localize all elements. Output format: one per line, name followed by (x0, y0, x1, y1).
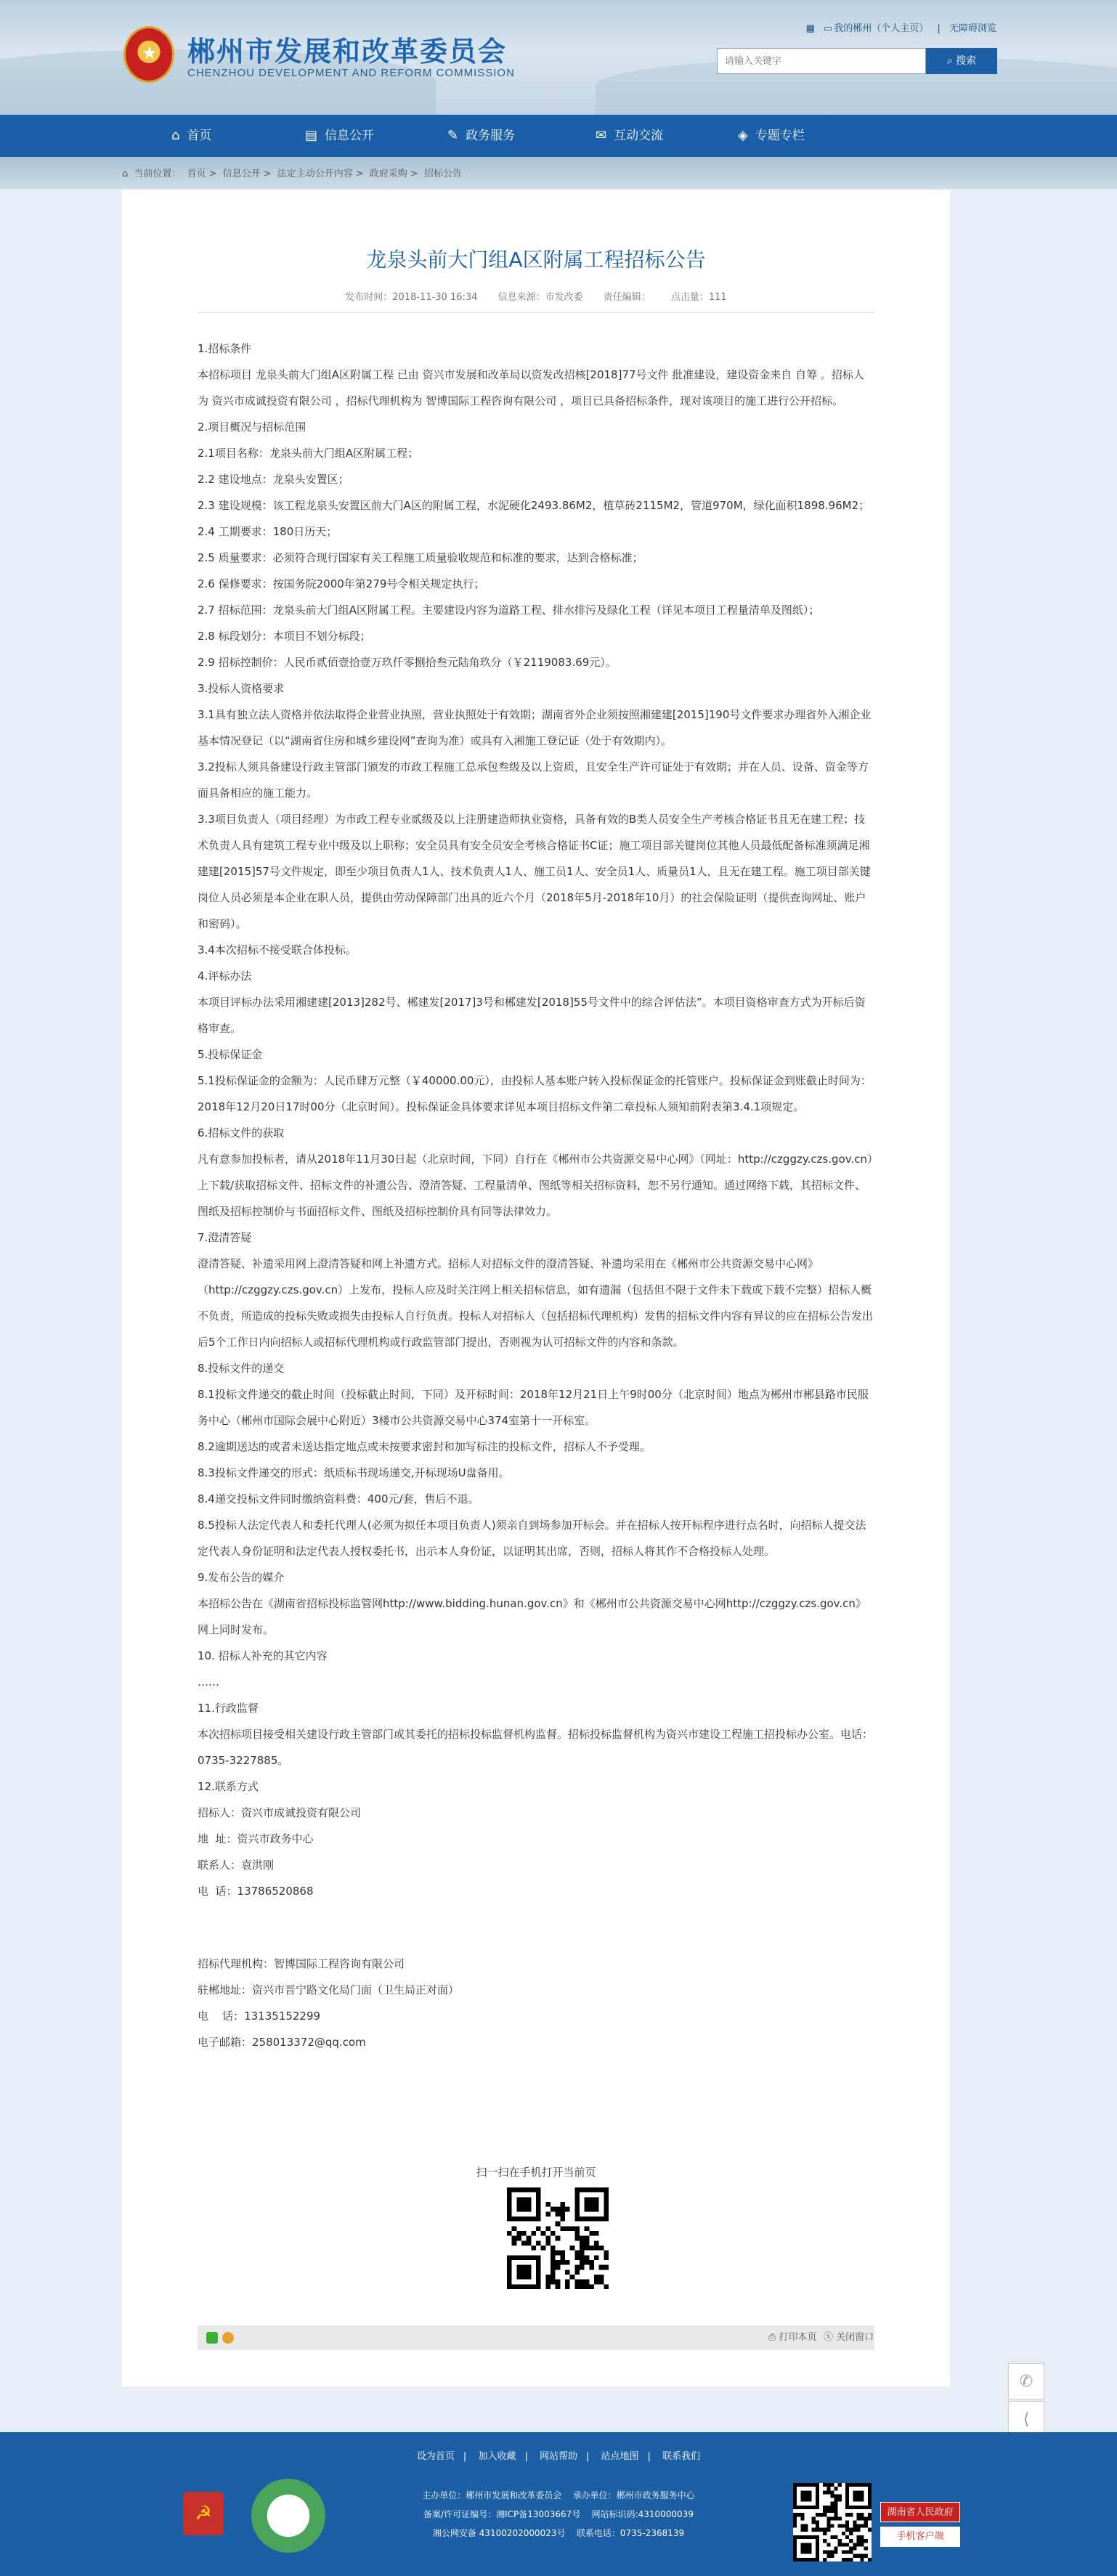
article-paragraph: 6.招标文件的获取 (198, 1126, 285, 1139)
search-input[interactable] (717, 48, 926, 74)
agent-info (198, 1951, 874, 2055)
article-paragraph: 8.5投标人法定代表人和委托代理人(必须为拟任本项目负责人)须亲自到场参加开标会。并在招标人按开标程序进行点名时，向招标人提交法定代表人身份证明和法定代表人授权委托书，出示本人身份证，以证明其出席，否则，招标人将其作不合格投标人处理。 (198, 1519, 866, 1558)
footer-link-favorite[interactable]: 加入收藏 (478, 2451, 516, 2462)
main-nav (0, 115, 1117, 157)
layers-icon: ◈ (738, 128, 748, 143)
publish-time: 发布时间：2018-11-30 16:34 (345, 292, 478, 303)
breadcrumb: ⌂ 当前位置： 首页 > 信息公开 > 法定主动公开内容 > 政府采购 > 招标公告 (122, 168, 462, 179)
article-paragraph: 8.4递交投标文件同时缴纳资料费：400元/套，售后不退。 (198, 1492, 479, 1506)
click-count: 点击量：111 (670, 292, 727, 303)
top-link-accessibility[interactable]: 无障碍浏览 (949, 23, 996, 34)
agent-line: 驻郴地址：资兴市晋宁路文化局门面（卫生局正对面） (198, 1983, 460, 1996)
share-bar (198, 2325, 874, 2350)
mobile-client-link[interactable]: 手机客户端 (880, 2527, 960, 2547)
article-paragraph: 电 话：13786520868 (198, 1885, 314, 1898)
grid-icon[interactable]: ▦ (805, 23, 815, 34)
wechat-icon[interactable] (206, 2332, 218, 2344)
article-paragraph: 招标人：资兴市成诚投资有限公司 (198, 1806, 362, 1819)
monitor-icon: ▭ (824, 23, 833, 34)
article-paragraph: 联系人：袁洪刚 (198, 1858, 275, 1872)
nav-item-services[interactable]: ✎ 政务服务 (447, 128, 516, 143)
document-icon: ▤ (305, 128, 318, 143)
article-paragraph: …… (198, 1675, 219, 1689)
article-paragraph: 本招标公告在《湖南省招标投标监管网http://www.bidding.hunan.gov.cn》和《郴州市公共资源交易中心网http://czggzy.czs.gov.cn》网上同时发布。 (198, 1597, 866, 1636)
article-paragraph: 11.行政监督 (198, 1702, 259, 1715)
qr-code (507, 2187, 609, 2289)
party-badge-icon[interactable]: ☭ (183, 2492, 224, 2535)
footer-link-sitemap[interactable]: 站点地图 (601, 2451, 639, 2462)
article-paragraph: 本招标项目 龙泉头前大门组A区附属工程 已由 资兴市发展和改革局以资发改招核[2018]77号文件 批准建设，建设资金来自 自筹 。招标人为 资兴市成诚投资有限公司 ，招标代理机构为 智博国际工程咨询有限公司 ，项目已具备招标条件，现对该项目的施工进行公开招标。 (198, 368, 864, 407)
article-paragraph: 3.4本次招标不接受联合体投标。 (198, 943, 357, 956)
article-paragraph: 2.8 标段划分：本项目不划分标段； (198, 630, 371, 643)
article-paragraph: 10. 招标人补充的其它内容 (198, 1649, 328, 1662)
search-icon: ⌕ (946, 55, 956, 67)
article-paragraph: 2.1项目名称：龙泉头前大门组A区附属工程； (198, 447, 419, 460)
home-icon: ⌂ (171, 128, 180, 143)
footer-link-contact[interactable]: 联系我们 (662, 2451, 701, 2462)
agent-line: 电 话：13135152299 (198, 2010, 321, 2023)
article-paragraph: 2.项目概况与招标范围 (198, 420, 306, 434)
qr-caption: 扫一扫在手机打开当前页 (476, 2166, 596, 2179)
nav-item-topics[interactable]: ◈ 专题专栏 (738, 128, 805, 143)
nav-item-interaction[interactable]: ✉ 互动交流 (596, 128, 664, 143)
article-paragraph: 2.2 建设地点：龙泉头安置区； (198, 473, 349, 486)
top-link-personal[interactable]: 我的郴州（个人主页） (834, 23, 929, 34)
footer-qr-code (793, 2483, 872, 2561)
footer-link-help[interactable]: 网站帮助 (539, 2451, 577, 2462)
article-paragraph: 1.招标条件 (198, 342, 252, 355)
edit-icon: ✎ (447, 128, 459, 143)
wechat-float-icon[interactable]: ✆ (1008, 2363, 1044, 2400)
site-header (0, 0, 1117, 115)
divider (198, 312, 874, 313)
article-paragraph: 2.5 质量要求：必须符合现行国家有关工程施工质量验收规范和标准的要求，达到合格标准； (198, 551, 643, 564)
search-box (717, 48, 997, 74)
print-button[interactable]: ⎙ 打印本页 (768, 2332, 817, 2343)
footer-sponsor: 主办单位：郴州市发展和改革委员会 承办单位：郴州市政务服务中心 (422, 2490, 695, 2500)
article-paragraph: 本次招标项目接受相关建设行政主管部门或其委托的招标投标监督机构监督。招标投标监督机构为资兴市建设工程施工招投标办公室。电话：0735-3227885。 (198, 1728, 874, 1767)
article-title: 龙泉头前大门组A区附属工程招标公告 (366, 248, 706, 272)
footer-link-homepage[interactable]: 设为首页 (416, 2451, 455, 2462)
article-paragraph: 8.2逾期送达的或者未送达指定地点或未按要求密封和加写标注的投标文件，招标人不予受理。 (198, 1440, 651, 1453)
article-paragraph: 2.3 建设规模：该工程龙泉头安置区前大门A区的附属工程，水泥硬化2493.86M2，植草砖2115M2，管道970M，绿化面积1898.96M2； (198, 499, 870, 512)
article-paragraph: 4.评标办法 (198, 970, 252, 983)
nav-item-info[interactable]: ▤ 信息公开 (305, 128, 375, 143)
close-button[interactable]: ⓧ 关闭窗口 (824, 2332, 874, 2343)
article-paragraph: 3.投标人资格要求 (198, 682, 285, 695)
breadcrumb-current[interactable]: 招标公告 (423, 168, 462, 179)
article-meta (122, 289, 950, 303)
article-container (122, 190, 950, 2386)
article-paragraph: 8.1投标文件递交的截止时间（投标截止时间，下同）及开标时间：2018年12月21日上午9时00分（北京时间）地点为郴州市郴县路市民服务中心（郴州市国际会展中心附近）3楼市公共资源交易中心374室第十一开标室。 (198, 1388, 869, 1427)
search-button[interactable]: ⌕ 搜索 (926, 48, 997, 74)
chat-icon: ✉ (596, 128, 607, 143)
breadcrumb-statutory[interactable]: 法定主动公开内容 (277, 168, 353, 179)
hunan-gov-link[interactable]: 湖南省人民政府 (880, 2502, 960, 2522)
article-paragraph: 凡有意参加投标者，请从2018年11月30日起（北京时间，下同）自行在《郴州市公共资源交易中心网》（网址：http://czggzy.czs.gov.cn）上下载/获取招标文件、招标文件的补遗公告、澄清答疑、工程量清单、图纸等相关招标资料，恕不另行通知。通过网络下载，其招标文件、图纸及招标控制价与书面招标文件、图纸及招标控制价具有同等法律效力。 (198, 1153, 873, 1218)
article-paragraph: 8.投标文件的递交 (198, 1362, 285, 1375)
printer-icon: ⎙ (768, 2332, 779, 2343)
article-paragraph: 2.6 保修要求：按国务院2000年第279号令相关规定执行； (198, 577, 485, 590)
article-paragraph: 2.9 招标控制价：人民币贰佰壹拾壹万玖仟零捌拾叁元陆角玖分（￥2119083.69元）。 (198, 656, 617, 669)
footer-police: 湘公网安备 43100202000023号 联系电话：0735-2368139 (432, 2528, 685, 2538)
article-body (198, 336, 874, 1904)
footer-links: 设为首页 | 加入收藏 | 网站帮助 | 站点地图 | 联系我们 (416, 2451, 701, 2462)
article-paragraph: 5.1投标保证金的金额为：人民币肆万元整（￥40000.00元），由投标人基本账户转入投标保证金的托管账户。投标保证金到账截止时间为：2018年12月20日17时00分（北京时间）。投标保证金具体要求详见本项目招标文件第二章投标人须知前附表第3.4.1项规定。 (198, 1074, 872, 1113)
nav-item-home[interactable]: ⌂ 首页 (171, 128, 212, 143)
article-paragraph: 3.2投标人须具备建设行政主管部门颁发的市政工程施工总承包叁级及以上资质，且安全生产许可证处于有效期；并在人员、设备、资金等方面具备相应的施工能力。 (198, 760, 869, 800)
top-links: ▦ ▭ 我的郴州（个人主页） | 无障碍浏览 (805, 23, 996, 34)
article-paragraph: 9.发布公告的媒介 (198, 1571, 285, 1584)
agent-line: 电子邮箱：258013372@qq.com (198, 2036, 366, 2049)
article-paragraph: 12.联系方式 (198, 1780, 259, 1793)
article-paragraph: 本项目评标办法采用湘建建[2013]282号、郴建发[2017]3号和郴建发[2018]55号文件中的综合评估法”。本项目资格审查方式为开标后资格审查。 (198, 996, 866, 1035)
article-paragraph: 5.投标保证金 (198, 1048, 263, 1061)
article-paragraph: 8.3投标文件递交的形式：纸质标书现场递交,开标现场U盘备用。 (198, 1466, 510, 1479)
article-paragraph: 2.7 招标范围：龙泉头前大门组A区附属工程。主要建设内容为道路工程、排水排污及绿化工程（详见本项目工程量清单及图纸）； (198, 604, 820, 617)
source: 信息来源：市发改委 (497, 292, 583, 303)
article-paragraph: 地 址：资兴市政务中心 (198, 1832, 314, 1845)
article-paragraph: 3.1具有独立法人资格并依法取得企业营业执照，营业执照处于有效期；湖南省外企业须按照湘建建[2015]190号文件要求办理省外入湘企业基本情况登记（以“湖南省住房和城乡建设网”查询为准）或具有入湘施工登记证（处于有效期内）。 (198, 708, 872, 747)
weibo-icon[interactable] (222, 2332, 234, 2344)
home-icon: ⌂ (122, 168, 129, 179)
article-paragraph: 3.3项目负责人（项目经理）为市政工程专业贰级及以上注册建造师执业资格，具备有效的B类人员安全生产考核合格证书且无在建工程；技术负责人具有建筑工程专业中级及以上职称；安全员具有安全员安全考核合格证书C证；施工项目部关键岗位其他人员最低配备标准须满足湘建建[2015]57号文件规定，即至少项目负责人1人、技术负责人1人、施工员1人、安全员1人、质量员1人，且无在建工程。施工项目部关键岗位人员必须是本企业在职人员，提供由劳动保障部门出具的近六个月（2018年5月-2018年10月）的社会保险证明（提供查询网址、账户和密码）。 (198, 813, 871, 930)
editor: 责任编辑： (603, 292, 651, 303)
site-footer (0, 2432, 1117, 2576)
article-paragraph: 澄清答疑、补遗采用网上澄清答疑和网上补遗方式。招标人对招标文件的澄清答疑、补遗均采用在《郴州市公共资源交易中心网》（http://czggzy.czs.gov.cn）上发布，投标人应及时关注网上相关招标信息，如有遗漏（包括但不限于文件未下载或下载不完整）招标人概不负责，所造成的投标失败或损失由投标人自行负责。投标人对招标人（包括招标代理机构）发售的招标文件内容有异议的应在招标公告发出后5个工作日内向招标人或招标代理机构或行政监管部门提出，否则视为认可招标文件的内容和条款。 (198, 1257, 874, 1349)
article-paragraph: 2.4 工期要求：180日历天； (198, 525, 338, 538)
close-icon: ⓧ (824, 2332, 837, 2343)
site-title: 郴州市发展和改革委员会 (187, 35, 508, 68)
emblem-logo: ★ (123, 26, 174, 83)
agent-line: 招标代理机构：智博国际工程咨询有限公司 (198, 1957, 405, 1970)
share-float-icon[interactable]: ⟨ (1008, 2401, 1044, 2437)
article-paragraph: 7.澄清答疑 (198, 1231, 252, 1244)
site-subtitle: CHENZHOU DEVELOPMENT AND REFORM COMMISSION (187, 67, 515, 79)
breadcrumb-procurement[interactable]: 政府采购 (369, 168, 407, 179)
breadcrumb-info[interactable]: 信息公开 (222, 168, 261, 179)
breadcrumb-home[interactable]: 首页 (187, 168, 206, 179)
footer-icp: 备案/许可证编号：湘ICP备13003667号 网站标识码:4310000039 (423, 2509, 694, 2519)
